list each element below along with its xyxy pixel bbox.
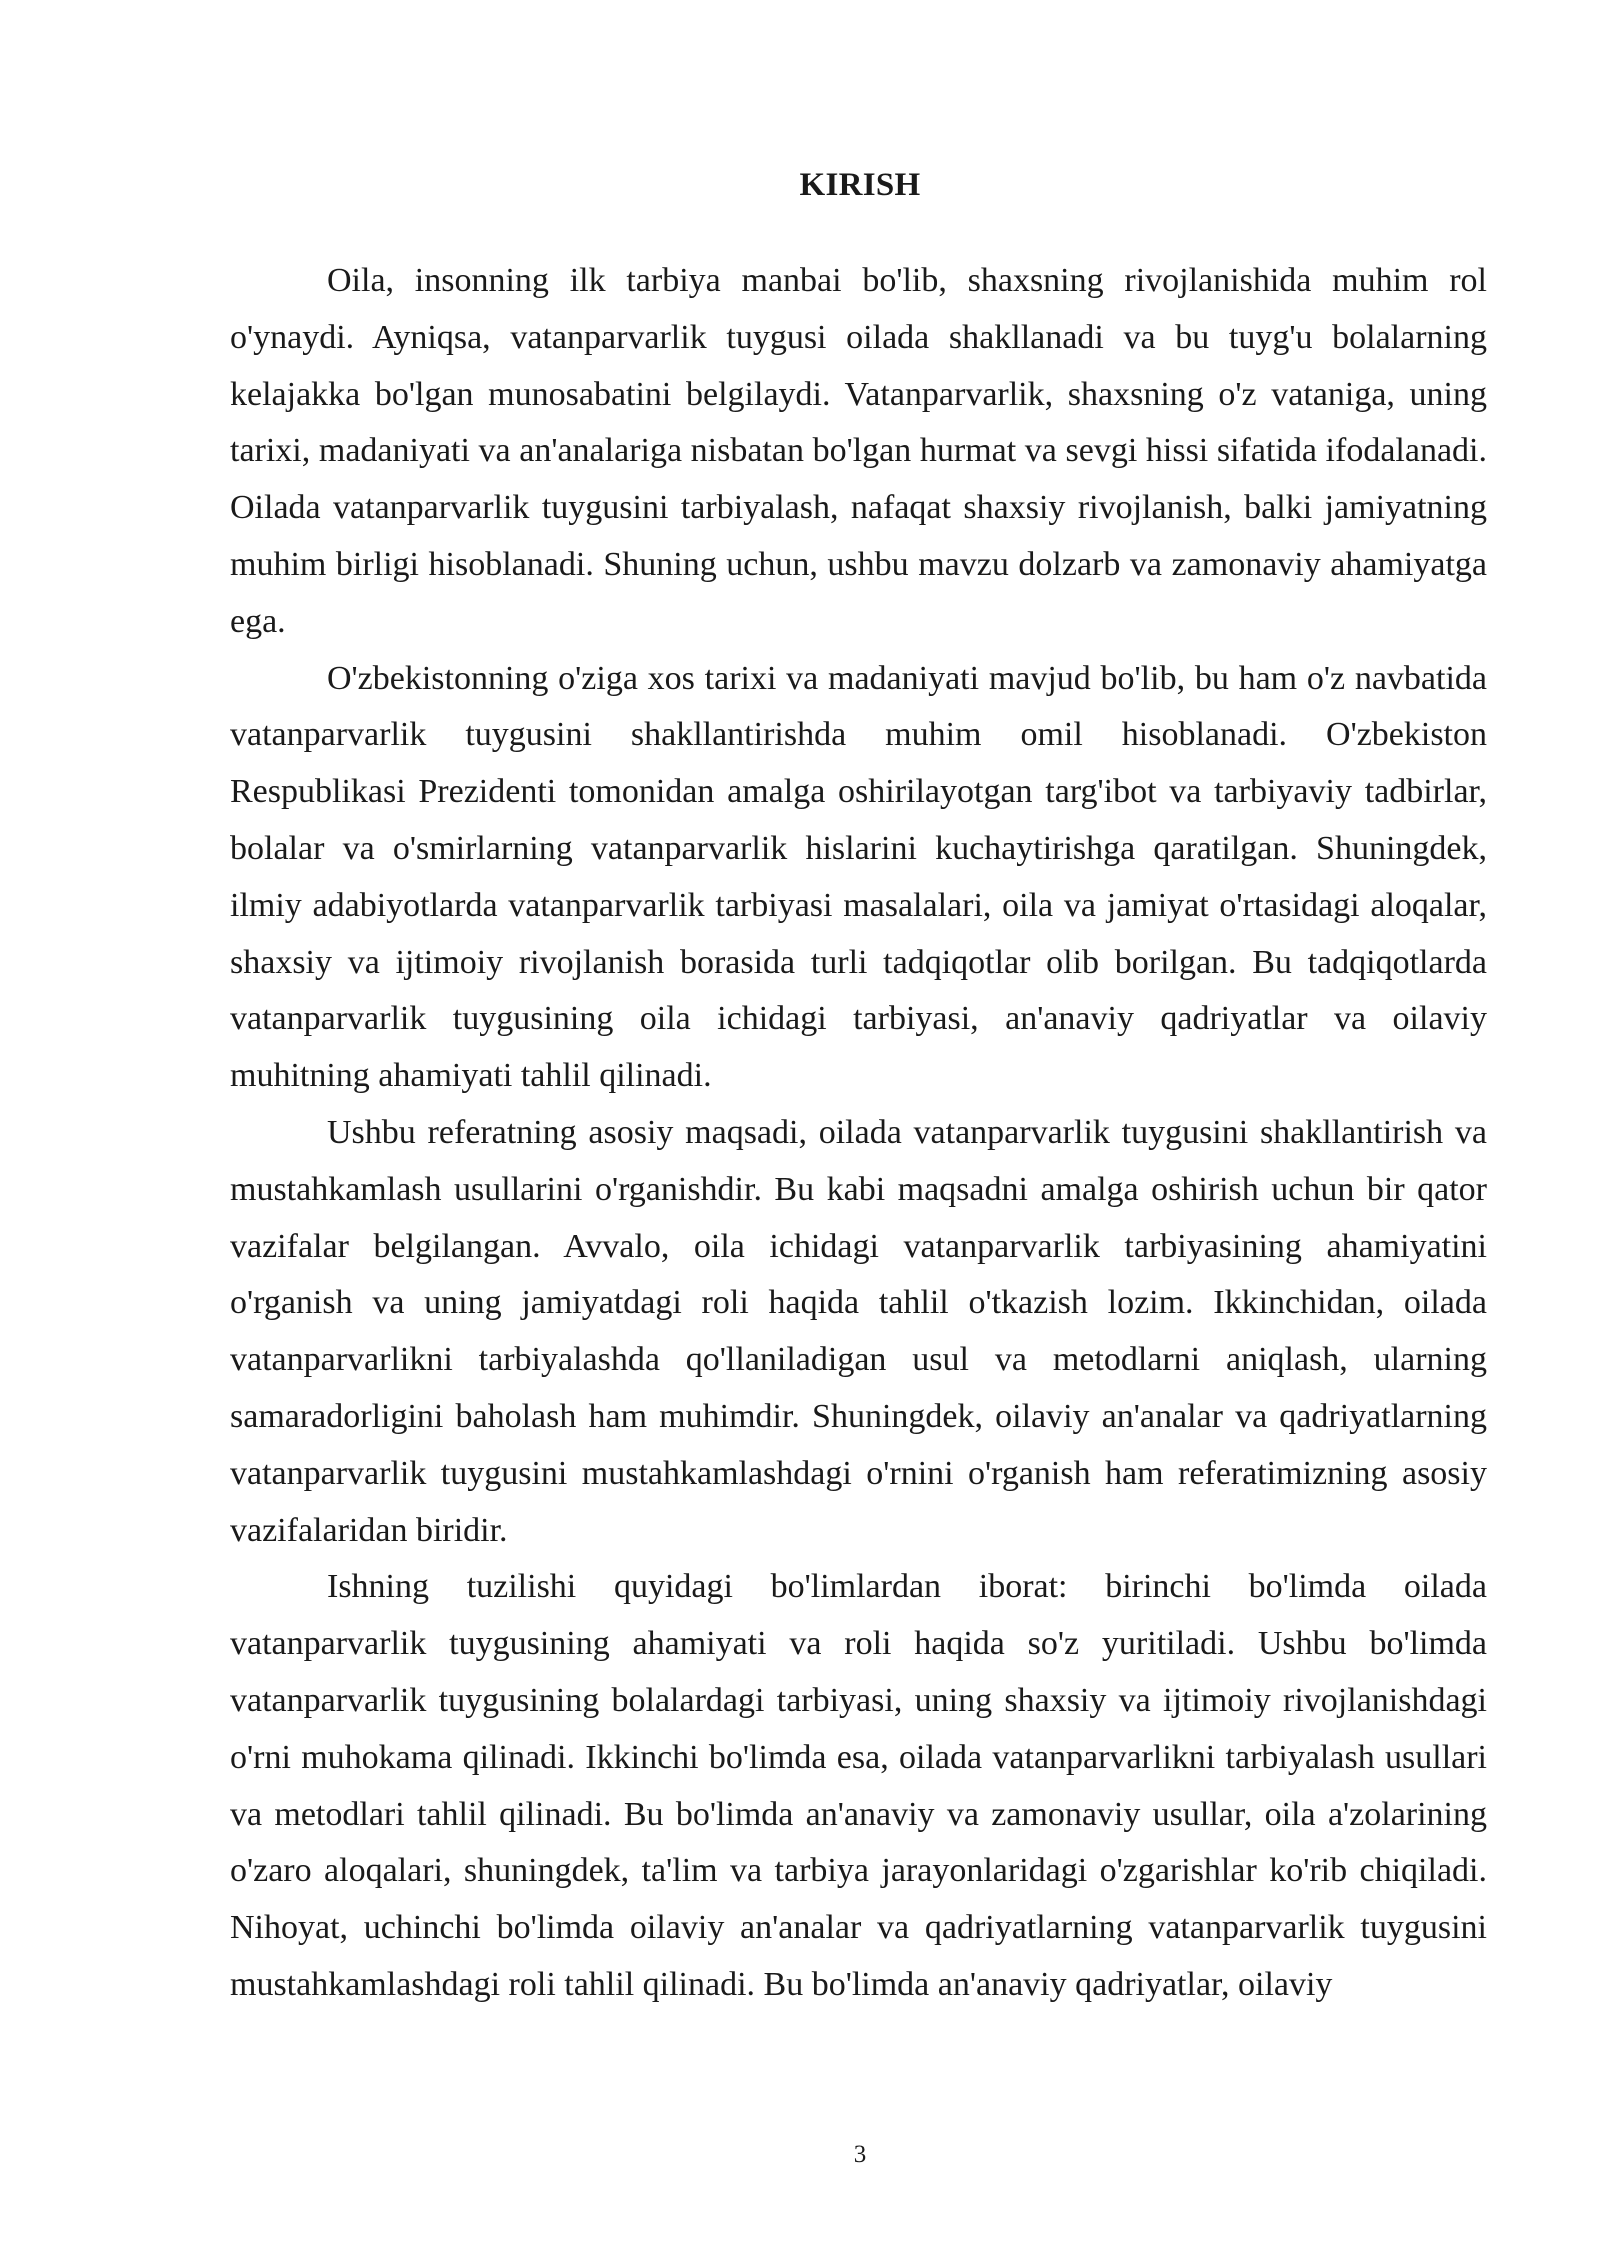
paragraph-structure: Ishning tuzilishi quyidagi bo'limlardan iborat: birinchi bo'limda oilada vatanparvarlik tuygusining ahamiyati va roli haqida so'z yuritiladi. Ushbu bo'limda vatanparvarlik tuygusining bolalardagi tarbiyasi, uning shaxsiy va ijtimoiy rivojlanishdagi o'rni muhokama qilinadi. Ikkinchi bo'limda esa, oilada vatanparvarlikni tarbiyalash usullari va metodlari tahlil qilinadi. Bu bo'limda an'anaviy va zamonaviy usullar, oila a'zolarining o'zaro aloqalari, shuningdek, ta'lim va tarbiya jarayonlaridagi o'zgarishlar ko'rib chiqiladi. Nihoyat, uchinchi bo'limda oilaviy an'analar va qadriyatlarning vatanparvarlik tuygusini mustahkamlashdagi roli tahlil qilinadi. Bu bo'limda an'anaviy qadriyatlar, oilaviy xyxy=(230,1568,1487,2003)
body-text xyxy=(230,253,1487,2014)
page-number: 3 xyxy=(853,2141,867,2168)
paragraph-goals: Ushbu referatning asosiy maqsadi, oilada vatanparvarlik tuygusini shakllantirish va mustahkamlash usullarini o'rganishdir. Bu kabi maqsadni amalga oshirish uchun bir qator vazifalar belgilangan. Avvalo, oila ichidagi vatanparvarlik tarbiyasining ahamiyatini o'rganish va uning jamiyatdagi roli haqida tahlil o'tkazish lozim. Ikkinchidan, oilada vatanparvarlikni tarbiyalashda qo'llaniladigan usul va metodlarni aniqlash, ularning samaradorligini baholash ham muhimdir. Shuningdek, oilaviy an'analar va qadriyatlarning vatanparvarlik tuygusini mustahkamlashdagi o'rnini o'rganish ham referatimizning asosiy vazifalaridan biridir. xyxy=(230,1113,1487,1549)
section-heading: KIRISH xyxy=(799,167,921,203)
paragraph-intro: Oila, insonning ilk tarbiya manbai bo'lib, shaxsning rivojlanishida muhim rol o'ynaydi. Ayniqsa, vatanparvarlik tuygusi oilada shakllanadi va bu tuyg'u bolalarning kelajakka bo'lgan munosabatini belgilaydi. Vatanparvarlik, shaxsning o'z vataniga, uning tarixi, madaniyati va an'analariga nisbatan bo'lgan hurmat va sevgi hissi sifatida ifodalanadi. Oilada vatanparvarlik tuygusini tarbiyalash, nafaqat shaxsiy rivojlanish, balki jamiyatning muhim birligi hisoblanadi. Shuning uchun, ushbu mavzu dolzarb va zamonaviy ahamiyatga ega. xyxy=(230,262,1487,640)
paragraph-uzbekistan-history: O'zbekistonning o'ziga xos tarixi va madaniyati mavjud bo'lib, bu ham o'z navbatida vatanparvarlik tuygusini shakllantirishda muhim omil hisoblanadi. O'zbekiston Respublikasi Prezidenti tomonidan amalga oshirilayotgan targ'ibot va tarbiyaviy tadbirlar, bolalar va o'smirlarning vatanparvarlik hislarini kuchaytirishga qaratilgan. Shuningdek, ilmiy adabiyotlarda vatanparvarlik tarbiyasi masalalari, oila va jamiyat o'rtasidagi aloqalar, shaxsiy va ijtimoiy rivojlanish borasida turli tadqiqotlar olib borilgan. Bu tadqiqotlarda vatanparvarlik tuygusining oila ichidagi tarbiyasi, an'anaviy qadriyatlar va oilaviy muhitning ahamiyati tahlil qilinadi. xyxy=(230,659,1487,1095)
